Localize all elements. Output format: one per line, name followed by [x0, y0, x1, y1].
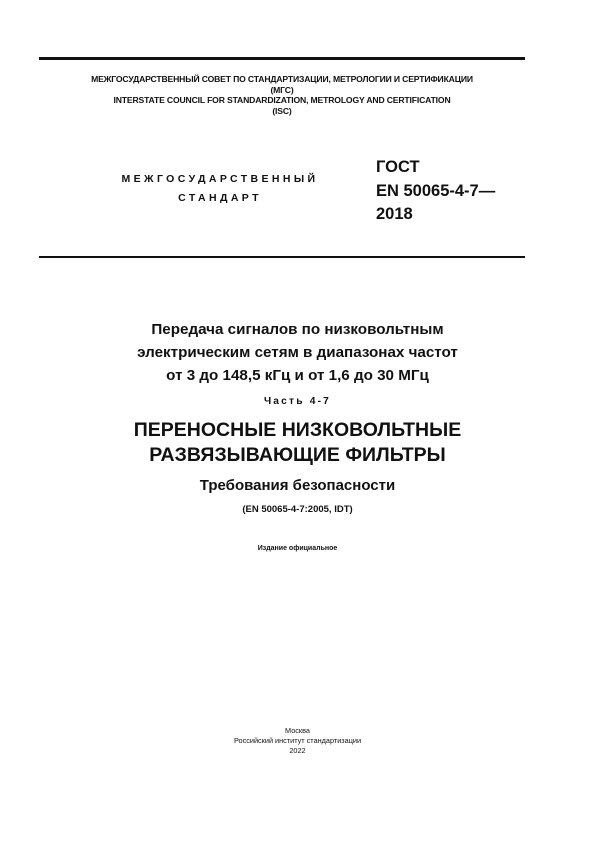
designation-year: 2018 [376, 205, 413, 223]
publisher-city: Москва [285, 726, 310, 735]
standard-type-line1: МЕЖГОСУДАРСТВЕННЫЙ [121, 173, 319, 185]
middle-rule [39, 256, 525, 258]
standard-type-line2: СТАНДАРТ [178, 192, 262, 204]
title-line3: от 3 до 148,5 кГц и от 1,6 до 30 МГц [166, 367, 429, 384]
identical-reference: (EN 50065-4-7:2005, IDT) [242, 504, 353, 515]
title-line1: Передача сигналов по низковольтным [151, 321, 444, 338]
publisher-institute: Российский институт стандартизации [233, 736, 362, 745]
title-line2: электрическим сетям в диапазонах частот [137, 344, 458, 361]
main-title-line2: РАЗВЯЗЫВАЮЩИЕ ФИЛЬТРЫ [149, 444, 446, 466]
council-abbr-ru: (МГС) [270, 84, 294, 95]
edition-label: Издание официальное [257, 545, 338, 552]
council-header [39, 74, 525, 116]
subtitle: Требования безопасности [199, 477, 396, 494]
publisher-year: 2022 [289, 746, 306, 755]
council-abbr-en: (ISC) [272, 105, 292, 116]
top-rule [39, 57, 525, 60]
designation-prefix: ГОСТ [376, 158, 420, 176]
council-name-en: INTERSTATE COUNCIL FOR STANDARDIZATION, METROLOGY AND CERTIFICATION [113, 95, 451, 106]
part-label: Часть 4-7 [263, 396, 332, 407]
designation-number: EN 50065-4-7— [376, 182, 496, 200]
council-name-ru: МЕЖГОСУДАРСТВЕННЫЙ СОВЕТ ПО СТАНДАРТИЗАЦИИ, МЕТРОЛОГИИ И СЕРТИФИКАЦИИ [91, 74, 473, 84]
main-title-line1: ПЕРЕНОСНЫЕ НИЗКОВОЛЬТНЫЕ [133, 419, 462, 441]
